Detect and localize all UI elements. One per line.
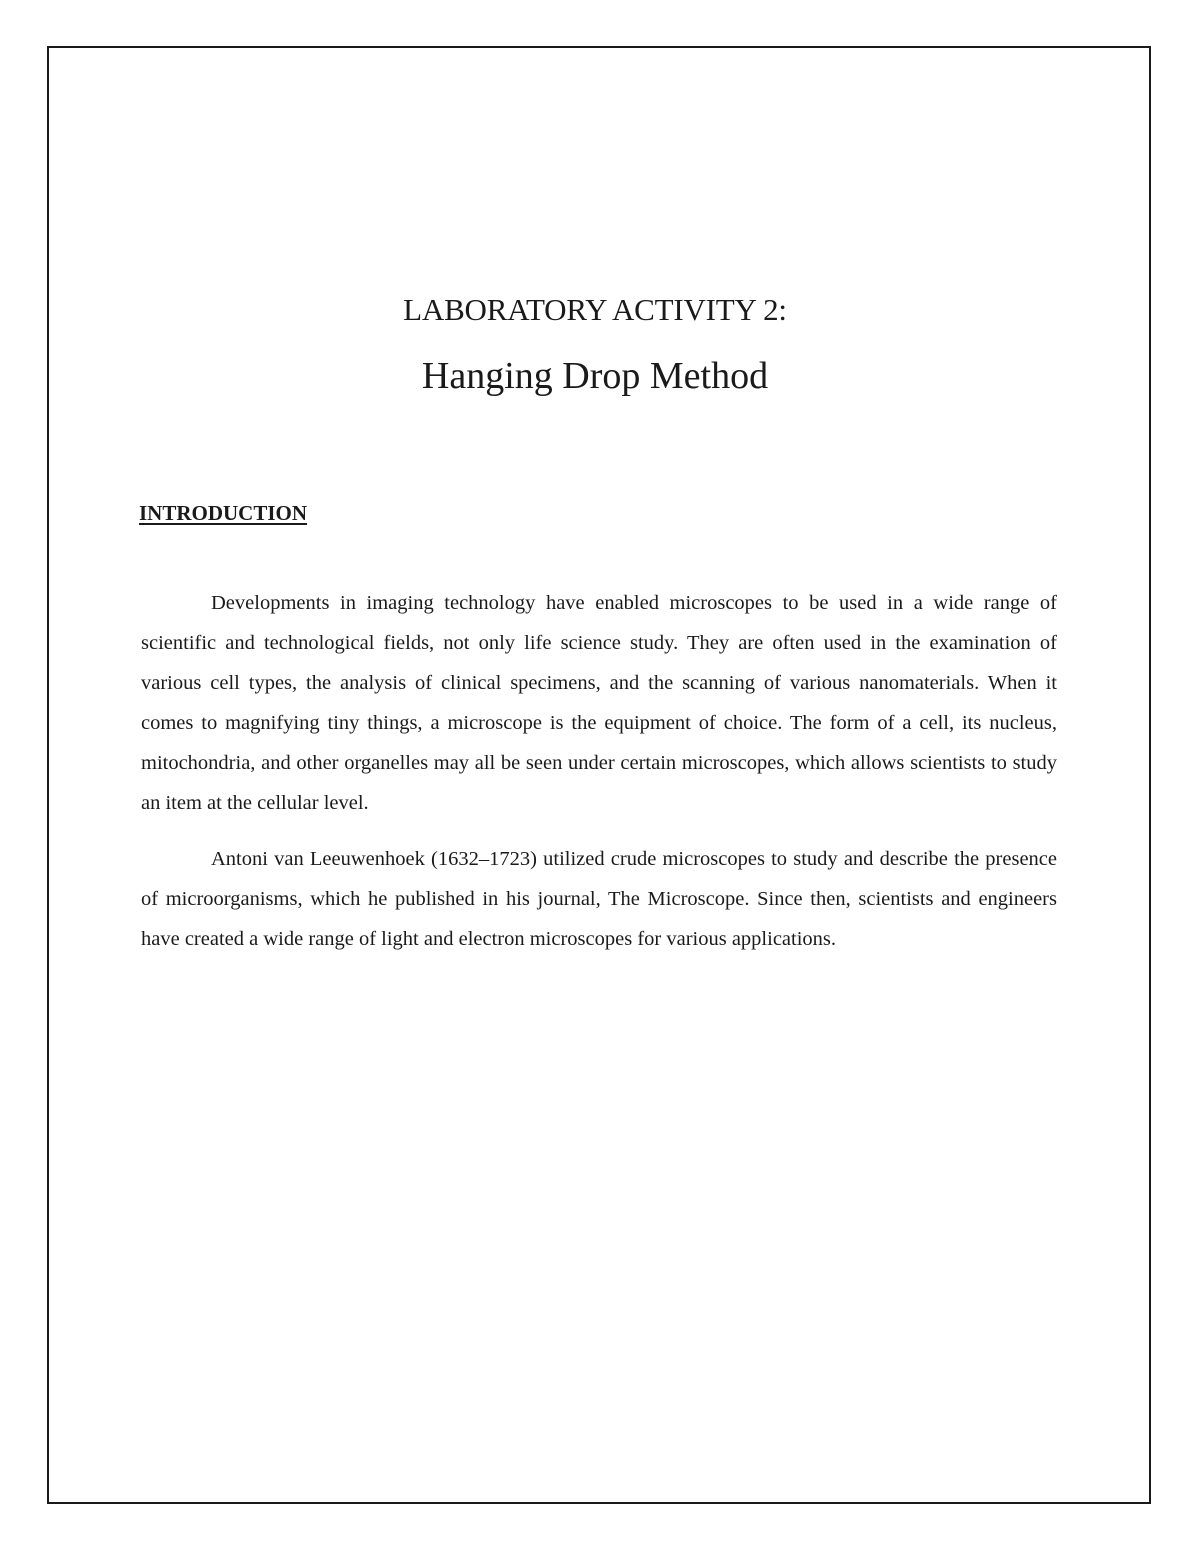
section-heading-introduction: INTRODUCTION <box>139 501 308 525</box>
introduction-paragraph-2: Antoni van Leeuwenhoek (1632–1723) utilized crude microscopes to study and describe the presence of microorganisms, which he published in his journal, The Microscope. Since then, scientists and engineers have created a wide range of light and electron microscopes for various applications. <box>141 848 1057 950</box>
introduction-paragraph-1: Developments in imaging technology have enabled microscopes to be used in a wide range of scientific and technological fields, not only life science study. They are often used in the examination of various cell types, the analysis of clinical specimens, and the scanning of various nanomaterials. When it comes to magnifying tiny things, a microscope is the equipment of choice. The form of a cell, its nucleus, mitochondria, and other organelles may all be seen under certain microscopes, which allows scientists to study an item at the cellular level. <box>141 592 1057 814</box>
document-subtitle: Hanging Drop Method <box>421 355 769 397</box>
document-title: LABORATORY ACTIVITY 2: <box>403 292 787 327</box>
